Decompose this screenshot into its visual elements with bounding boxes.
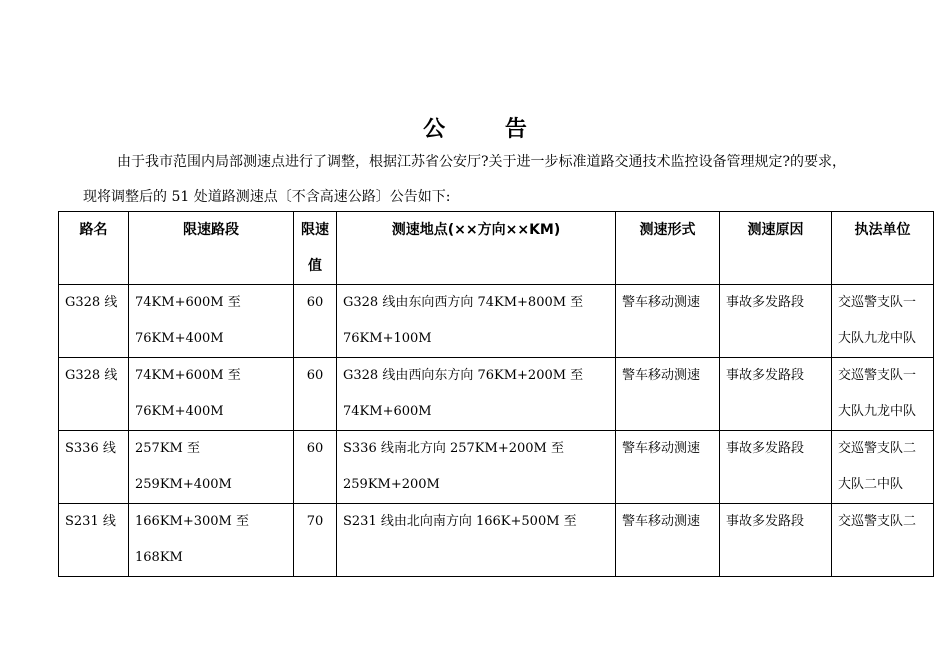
cell-form: 警车移动测速 xyxy=(616,504,720,577)
cell-location xyxy=(337,358,616,431)
header-location: 测速地点(××方向××KM) xyxy=(337,212,616,285)
cell-reason: 事故多发路段 xyxy=(720,358,832,431)
table-row xyxy=(59,358,934,431)
header-road: 路名 xyxy=(59,212,129,285)
cell-location-line1: G328 线由西向东方向 76KM+200M 至 xyxy=(343,368,584,383)
cell-unit-line2: 大队九龙中队 xyxy=(838,331,917,346)
cell-unit xyxy=(832,431,934,504)
header-unit: 执法单位 xyxy=(832,212,934,285)
header-form: 测速形式 xyxy=(616,212,720,285)
table-row xyxy=(59,431,934,504)
cell-location xyxy=(337,285,616,358)
cell-unit-line1: 交巡警支队一 xyxy=(838,368,917,383)
intro-paragraph-line1: 由于我市范围内局部测速点进行了调整，根据江苏省公安厅?关于进一步标准道路交通技术监控设备管理规定?的要求， xyxy=(117,154,847,170)
cell-form: 警车移动测速 xyxy=(616,358,720,431)
table-header-row xyxy=(59,212,934,285)
speed-check-table xyxy=(58,211,934,577)
cell-road: S336 线 xyxy=(59,431,129,504)
cell-section: 74KM+600M 至 76KM+400M xyxy=(129,358,294,431)
cell-limit: 60 xyxy=(294,358,337,431)
cell-section: 257KM 至 259KM+400M xyxy=(129,431,294,504)
cell-reason: 事故多发路段 xyxy=(720,504,832,577)
cell-limit: 70 xyxy=(294,504,337,577)
header-limit-line2: 值 xyxy=(308,258,322,274)
table-row xyxy=(59,504,934,577)
header-section: 限速路段 xyxy=(129,212,294,285)
cell-unit: 交巡警支队二 xyxy=(832,504,934,577)
cell-limit: 60 xyxy=(294,431,337,504)
cell-unit xyxy=(832,285,934,358)
cell-reason: 事故多发路段 xyxy=(720,431,832,504)
cell-section: 74KM+600M 至 76KM+400M xyxy=(129,285,294,358)
cell-location-line1: S336 线南北方向 257KM+200M 至 xyxy=(343,441,564,456)
header-limit xyxy=(294,212,337,285)
cell-unit xyxy=(832,358,934,431)
intro-paragraph-line2: 现将调整后的 51 处道路测速点〔不含高速公路〕公告如下: xyxy=(83,189,451,205)
cell-form: 警车移动测速 xyxy=(616,431,720,504)
cell-reason: 事故多发路段 xyxy=(720,285,832,358)
cell-limit: 60 xyxy=(294,285,337,358)
cell-form: 警车移动测速 xyxy=(616,285,720,358)
cell-unit-line2: 大队九龙中队 xyxy=(838,404,917,419)
cell-location-line2: 259KM+200M xyxy=(343,477,440,492)
cell-road: G328 线 xyxy=(59,285,129,358)
cell-unit-line1: 交巡警支队一 xyxy=(838,295,917,310)
cell-section: 166KM+300M 至 168KM xyxy=(129,504,294,577)
header-reason: 测速原因 xyxy=(720,212,832,285)
cell-location-line2: 74KM+600M xyxy=(343,404,432,419)
cell-unit-line2: 大队二中队 xyxy=(838,477,904,492)
cell-location xyxy=(337,431,616,504)
cell-road: S231 线 xyxy=(59,504,129,577)
cell-location: S231 线由北向南方向 166K+500M 至 xyxy=(337,504,616,577)
table-row xyxy=(59,285,934,358)
header-limit-line1: 限速 xyxy=(301,222,329,238)
cell-road: G328 线 xyxy=(59,358,129,431)
cell-location-line2: 76KM+100M xyxy=(343,331,432,346)
cell-location-line1: G328 线由东向西方向 74KM+800M 至 xyxy=(343,295,584,310)
cell-unit-line1: 交巡警支队二 xyxy=(838,441,917,456)
document-title: 公 告 xyxy=(423,117,553,142)
